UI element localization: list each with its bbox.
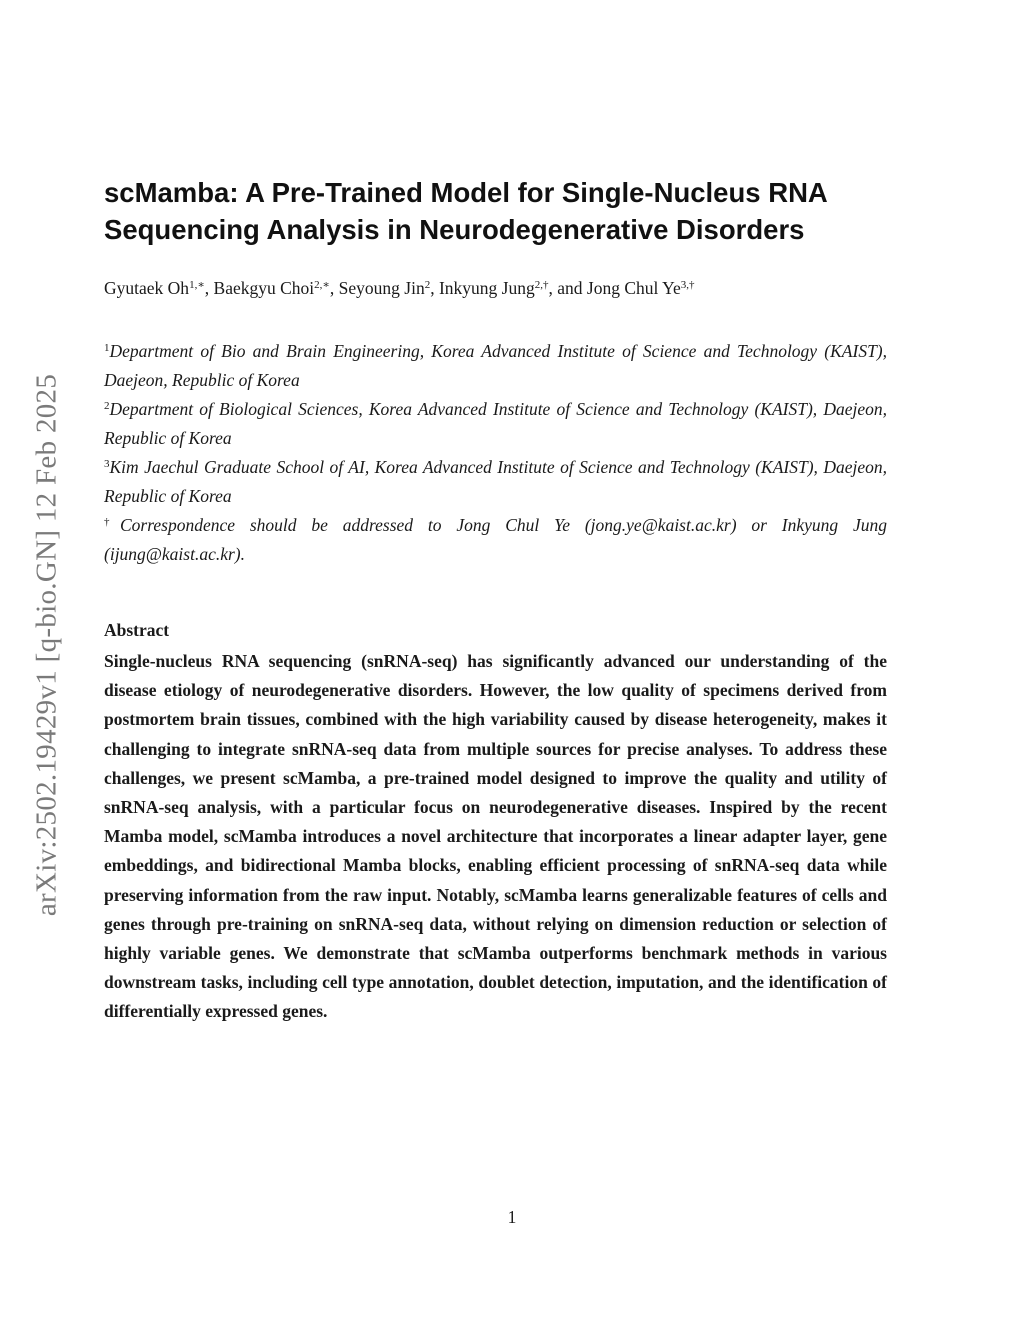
author-separator: , [329,278,339,298]
affiliation-mark: 2 [104,400,110,412]
page-number: 1 [507,1207,517,1227]
author-separator: , and [548,278,587,298]
correspondence-note [104,511,887,569]
author [214,278,339,298]
affiliation-item [104,453,887,511]
affiliation-mark: 3 [104,458,110,470]
abstract-body: Single-nucleus RNA sequencing (snRNA-seq) has significantly advanced our understanding of the disease etiology of neurodegenerative disorders. However, the low quality of specimens derived from postmortem brain tissues, combined with the high variability caused by disease heterogeneity, makes it challenging to integrate snRNA-seq data from multiple sources for precise analyses. To address these challenges, we present scMamba, a pre-trained model designed to improve the quality and utility of snRNA-seq analysis, with a particular focus on neurodegenerative diseases. Inspired by the recent Mamba model, scMamba introduces a novel architecture that incorporates a linear adapter layer, gene embeddings, and bidirectional Mamba blocks, enabling efficient processing of snRNA-seq data while preserving information from the raw input. Notably, scMamba learns generalizable features of cells and genes through pre-training on snRNA-seq data, without relying on dimension reduction or selection of highly variable genes. We demonstrate that scMamba outperforms benchmark methods in various downstream tasks, including cell type annotation, doublet detection, imputation, and the identification of differentially expressed genes. [104,651,887,1022]
author-affiliation-mark: 1,∗ [189,279,205,291]
author-list [104,276,887,300]
author-separator: , [204,278,214,298]
correspondence-text: Correspondence should be addressed to Jong Chul Ye (jong.ye@kaist.ac.kr) or Inkyung Jung (ijung@kaist.ac.kr). [104,515,888,564]
affiliation-text: Department of Biological Sciences, Korea Advanced Institute of Science and Technology (KAIST), Daejeon, Republic of Korea [104,399,887,448]
author-affiliation-mark: 2 [424,279,431,291]
author [104,278,214,298]
paper-title-line-1: scMamba: A Pre-Trained Model for Single-Nucleus RNA [104,177,828,208]
author [439,278,587,298]
abstract-heading: Abstract [104,620,170,640]
author-name: Gyutaek Oh [104,278,190,298]
author-affiliation-mark: 2,∗ [314,279,330,291]
author-affiliation-mark: 2,† [534,279,549,291]
author-name: Seyoung Jin [338,278,425,298]
affiliation-list [104,337,887,569]
author-affiliation-mark: 3,† [680,279,695,291]
arxiv-identifier-stamp: arXiv:2502.19429v1 [q-bio.GN] 12 Feb 2025 [30,373,63,917]
author-name: Inkyung Jung [438,278,535,298]
author [587,278,695,298]
affiliation-text: Department of Bio and Brain Engineering, Korea Advanced Institute of Science and Technology (KAIST), Daejeon, Republic of Korea [104,341,887,390]
affiliation-item [104,395,887,453]
affiliation-mark: 1 [104,342,110,354]
affiliation-item [104,337,887,395]
correspondence-mark: † [104,516,120,528]
author-separator: , [430,278,439,298]
author [339,278,439,298]
paper-title [104,174,887,248]
paper-front-matter [104,174,887,1027]
author-name: Baekgyu Choi [213,278,315,298]
paper-title-line-2: Sequencing Analysis in Neurodegenerative Disorders [104,214,805,245]
affiliation-text: Kim Jaechul Graduate School of AI, Korea Advanced Institute of Science and Technology (KAIST), Daejeon, Republic of Korea [104,457,887,506]
author-name: Jong Chul Ye [586,278,681,298]
